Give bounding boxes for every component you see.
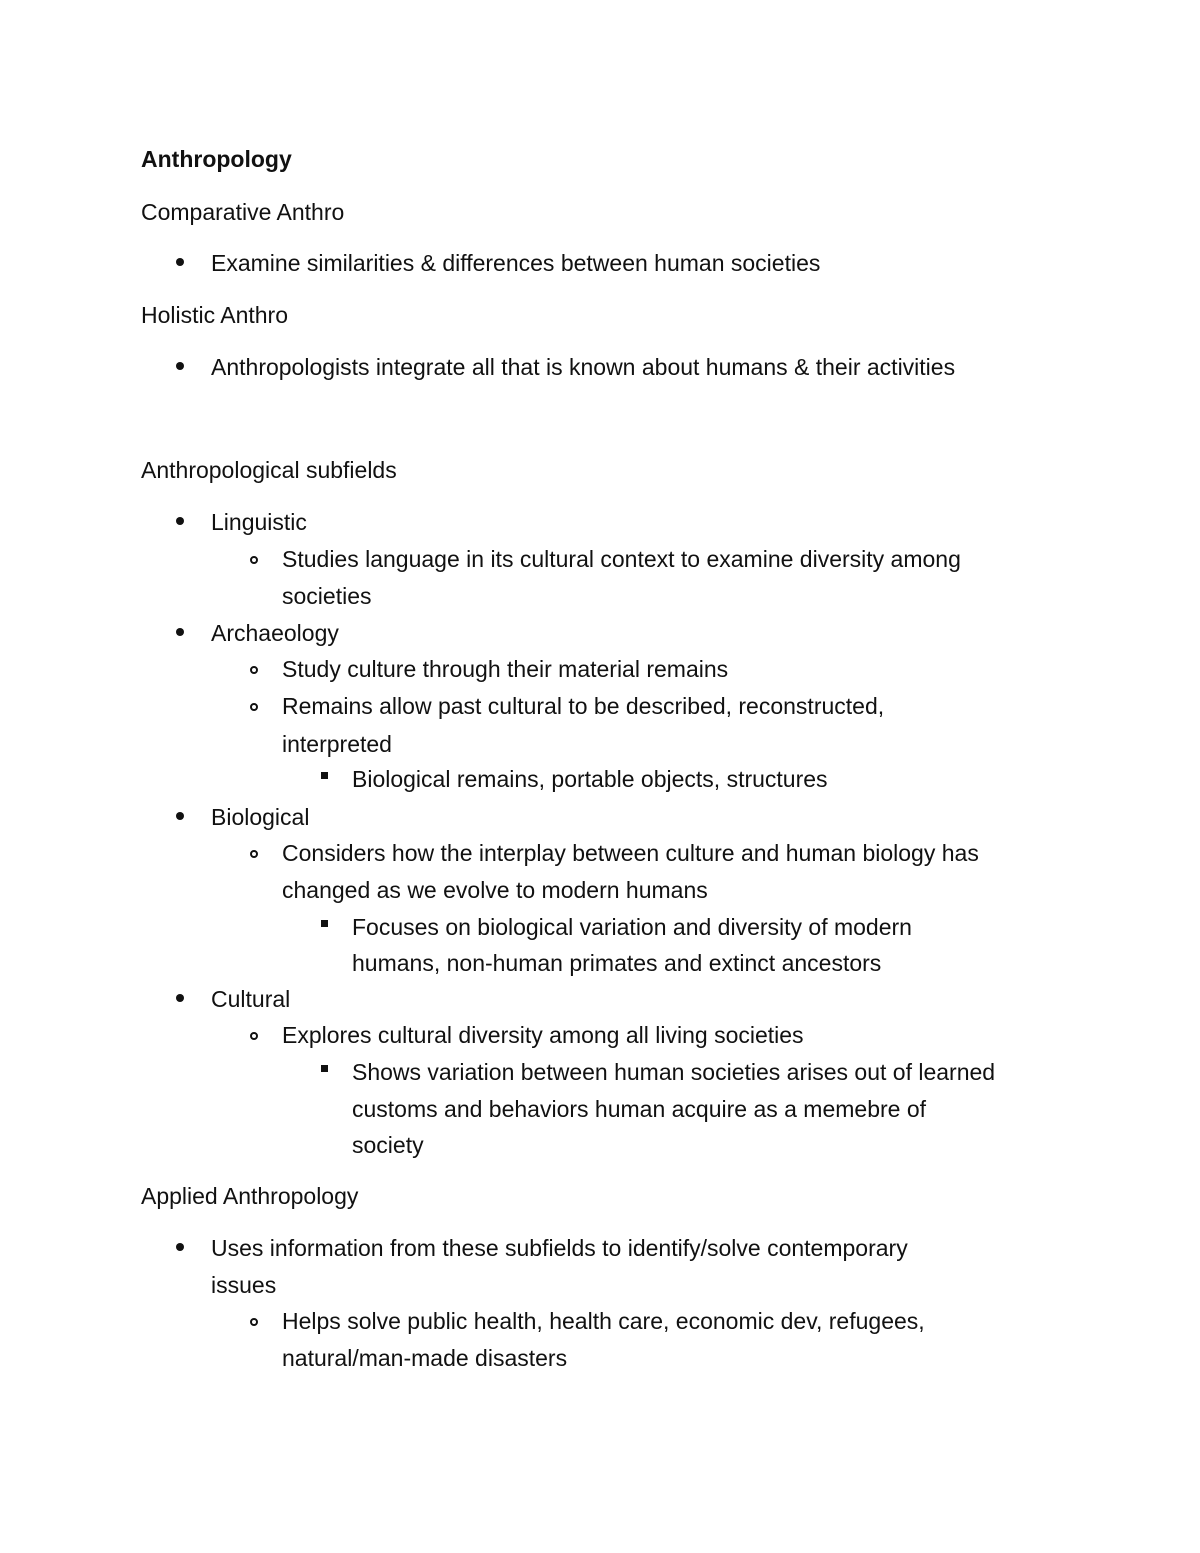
list-item-linguistic: Linguistic: [211, 509, 307, 535]
bullet-dot-icon: [176, 628, 184, 636]
bullet-dot-icon: [176, 812, 184, 820]
list-item-continuation: natural/man-made disasters: [282, 1345, 568, 1371]
list-item: Studies language in its cultural context to examine diversity among: [282, 546, 961, 572]
list-item-continuation: interpreted: [282, 731, 392, 757]
bullet-square-icon: [321, 1065, 328, 1072]
list-item-biological: Biological: [211, 804, 310, 830]
bullet-circle-icon: [250, 850, 258, 858]
bullet-dot-icon: [176, 362, 184, 370]
bullet-dot-icon: [176, 994, 184, 1002]
section-heading-applied: Applied Anthropology: [141, 1183, 359, 1209]
bullet-dot-icon: [176, 258, 184, 266]
list-item: Anthropologists integrate all that is known about humans & their activities: [211, 354, 956, 380]
list-item-continuation: changed as we evolve to modern humans: [282, 877, 708, 903]
list-item-continuation: societies: [282, 583, 372, 609]
list-item: Considers how the interplay between culture and human biology has: [282, 840, 979, 866]
list-item: Explores cultural diversity among all living societies: [282, 1022, 804, 1048]
list-item: Study culture through their material remains: [282, 656, 729, 682]
bullet-square-icon: [321, 920, 328, 927]
list-item-cultural: Cultural: [211, 986, 291, 1012]
bullet-dot-icon: [176, 1243, 184, 1251]
bullet-dot-icon: [176, 517, 184, 525]
list-item: Uses information from these subfields to identify/solve contemporary: [211, 1235, 908, 1261]
section-heading-subfields: Anthropological subfields: [141, 457, 397, 483]
list-item-continuation: customs and behaviors human acquire as a memebre of: [352, 1096, 927, 1122]
bullet-circle-icon: [250, 703, 258, 711]
bullet-circle-icon: [250, 556, 258, 564]
bullet-circle-icon: [250, 666, 258, 674]
section-heading-holistic: Holistic Anthro: [141, 302, 289, 328]
list-item: Examine similarities & differences between human societies: [211, 250, 821, 276]
bullet-square-icon: [321, 772, 328, 779]
list-item-continuation: issues: [211, 1272, 277, 1298]
list-item: Focuses on biological variation and diversity of modern: [352, 914, 912, 940]
list-item: Shows variation between human societies arises out of learned: [352, 1059, 996, 1085]
list-item-continuation: society: [352, 1132, 424, 1158]
list-item-continuation: humans, non-human primates and extinct ancestors: [352, 950, 882, 976]
document-title: Anthropology: [141, 146, 292, 172]
list-item: Biological remains, portable objects, structures: [352, 766, 828, 792]
bullet-circle-icon: [250, 1032, 258, 1040]
section-heading-comparative: Comparative Anthro: [141, 199, 345, 225]
list-item-archaeology: Archaeology: [211, 620, 339, 646]
list-item: Helps solve public health, health care, economic dev, refugees,: [282, 1308, 925, 1334]
list-item: Remains allow past cultural to be described, reconstructed,: [282, 693, 885, 719]
bullet-circle-icon: [250, 1318, 258, 1326]
